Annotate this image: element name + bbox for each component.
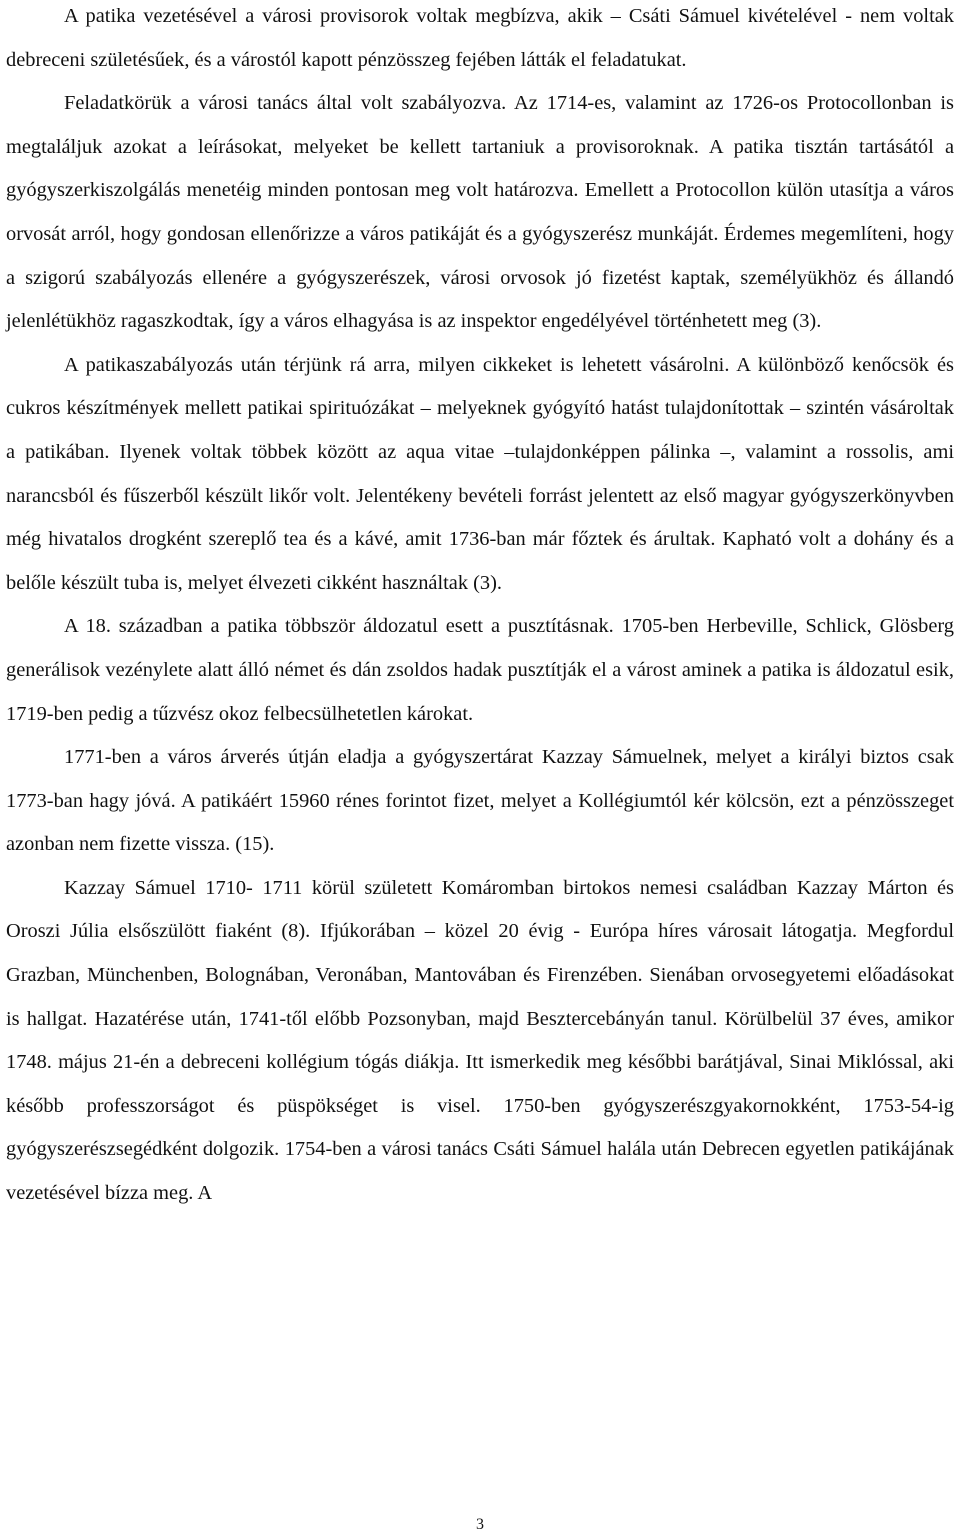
paragraph-6: Kazzay Sámuel 1710- 1711 körül született Komáromban birtokos nemesi családban Kazzay Márton és Oroszi Júlia elsőszülött fiaként (8). Ifjúkorában – közel 20 évig - Európa híres városait látogatja. Megfordul Grazban, Münchenben, Bolognában, Veronában, Mantovában és Firenzében. Sienában orvosegyetemi előadásokat is hallgat. Hazatérése után, 1741-től előbb Pozsonyban, majd Besztercebányán tanul. Körülbelül 37 éves, amikor 1748. május 21-én a debreceni kollégium tógás diákja. Itt ismerkedik meg későbbi barátjával, Sinai Miklóssal, aki később professzorságot és püspökséget is visel. 1750-ben gyógyszerészgyakornokként, 1753-54-ig gyógyszerészsegédként dolgozik. 1754-ben a városi tanács Csáti Sámuel halála után Debrecen egyetlen patikájának vezetésével bízza meg. A	[6, 876, 954, 1205]
paragraph-4: A 18. században a patika többször áldozatul esett a pusztításnak. 1705-ben Herbeville, Schlick, Glösberg generálisok vezénylete alatt álló német és dán zsoldos hadak pusztítják el a várost aminek a patika is áldozatul esik, 1719-ben pedig a tűzvész okoz felbecsülhetetlen károkat.	[6, 615, 954, 725]
paragraph-3: A patikaszabályozás után térjünk rá arra, milyen cikkeket is lehetett vásárolni. A különböző kenőcsök és cukros készítmények mellett patikai spirituózákat – melyeknek gyógyító hatást tulajdonítottak – szintén vásároltak a patikában. Ilyenek voltak többek között az aqua vitae –tulajdonképpen pálinka –, valamint a rossolis, ami narancsból és fűszerből készült likőr volt. Jelentékeny bevételi forrást jelentett az első magyar gyógyszerkönyvben még hivatalos drogként szereplő tea és a kávé, amit 1736-ban már főztek és árultak. Kapható volt a dohány és a belőle készült tuba is, melyet élvezeti cikként használtak (3).	[6, 353, 954, 594]
body-text	[6, 0, 954, 1216]
paragraph-1: A patika vezetésével a városi provisorok voltak megbízva, akik – Csáti Sámuel kivételével - nem voltak debreceni születésűek, és a várostól kapott pénzösszeg fejében látták el feladatukat.	[6, 5, 954, 71]
paragraph-2: Feladatkörük a városi tanács által volt szabályozva. Az 1714-es, valamint az 1726-os Protocollonban is megtaláljuk azokat a leírásokat, melyeket be kellett tartaniuk a provisoroknak. A patika tisztán tartásától a gyógyszerkiszolgálás menetéig minden pontosan meg volt határozva. Emellett a Protocollon külön utasítja a város orvosát arról, hogy gondosan ellenőrizze a város patikáját és a gyógyszerész munkáját. Érdemes megemlíteni, hogy a szigorú szabályozás ellenére a gyógyszerészek, városi orvosok jó fizetést kaptak, személyükhöz és állandó jelenlétükhöz ragaszkodtak, így a város elhagyása is az inspektor engedélyével történhetett meg (3).	[6, 92, 954, 333]
page-number: 3	[476, 1516, 484, 1533]
paragraph-5: 1771-ben a város árverés útján eladja a gyógyszertárat Kazzay Sámuelnek, melyet a királyi biztos csak 1773-ban hagy jóvá. A patikáért 15960 rénes forintot fizet, melyet a Kollégiumtól kér kölcsön, ezt a pénzösszeget azonban nem fizette vissza. (15).	[6, 746, 954, 856]
document-page	[6, 0, 954, 1537]
